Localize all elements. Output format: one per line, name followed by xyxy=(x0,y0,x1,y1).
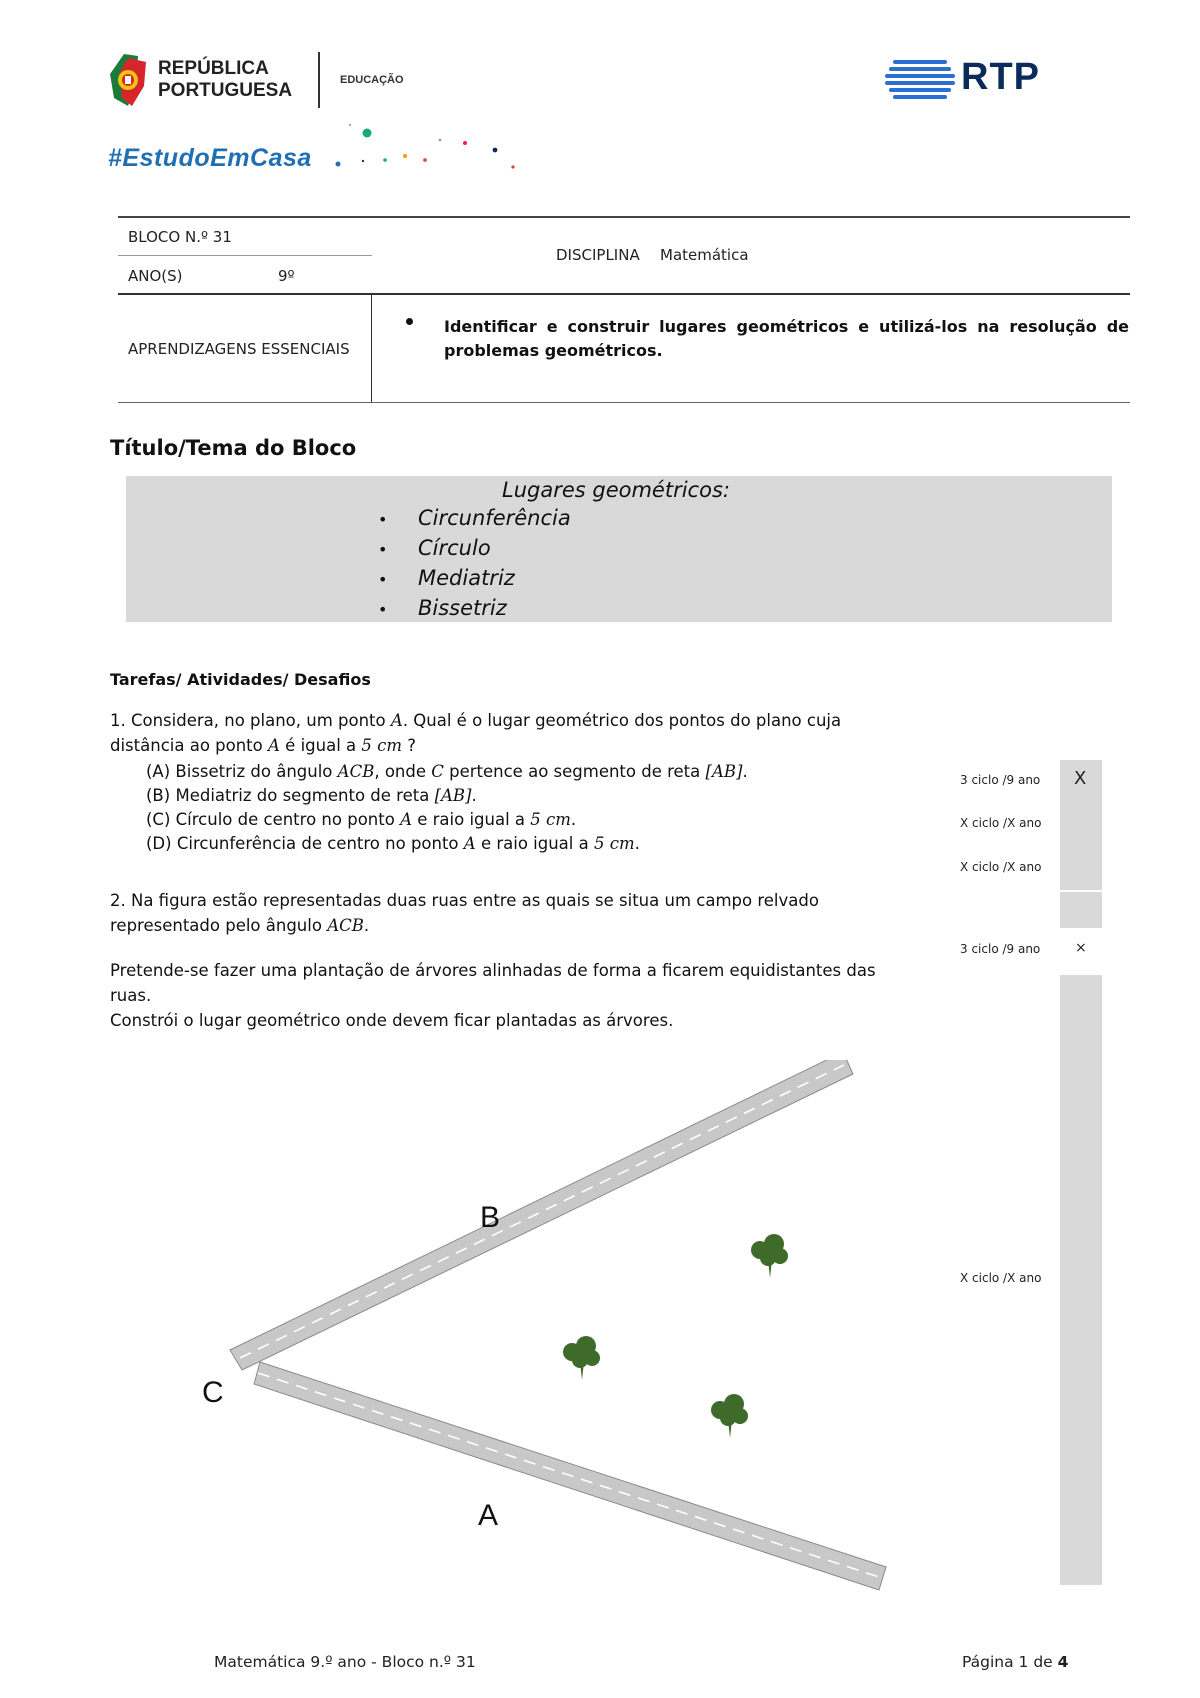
educacao-label: EDUCAÇÃO xyxy=(340,74,404,86)
disciplina-value: Matemática xyxy=(660,246,749,264)
road-ca xyxy=(254,1362,886,1590)
option-c[interactable]: (C) Círculo de centro no ponto A e raio igual a 5 cm. xyxy=(146,810,577,829)
option-a[interactable]: (A) Bissetriz do ângulo ACB, onde C pertence ao segmento de reta [AB]. xyxy=(146,762,748,781)
tree-icon xyxy=(751,1234,788,1278)
title-heading: Título/Tema do Bloco xyxy=(110,436,357,460)
aprendizagens-text: Identificar e construir lugares geométricos e utilizá-los na resolução de problemas geométricos. xyxy=(444,317,1129,360)
table-top-line xyxy=(118,216,1130,218)
list-item: Mediatriz xyxy=(418,566,515,590)
tasks-heading: Tarefas/ Atividades/ Desafios xyxy=(110,670,371,689)
rtp-logo xyxy=(885,58,1065,102)
republica-emblem-icon xyxy=(108,50,152,110)
answer-mark-2[interactable]: × xyxy=(1075,940,1087,956)
question-1-line2: distância ao ponto A é igual a 5 cm ? xyxy=(110,736,417,755)
bloco-label: BLOCO N.º 31 xyxy=(128,228,232,246)
footer-page-total: 4 xyxy=(1057,1653,1069,1671)
question-2-para-line3: Constrói o lugar geométrico onde devem ficar plantadas as árvores. xyxy=(110,1011,674,1030)
label-b: B xyxy=(480,1201,501,1234)
list-item: • xyxy=(378,570,388,589)
question-2-line2: representado pelo ângulo ACB. xyxy=(110,916,370,935)
roads-figure xyxy=(190,1060,910,1610)
footer-right: Página 1 de 4 xyxy=(962,1653,1069,1671)
question-2-para-line1: Pretende-se fazer uma plantação de árvores alinhadas de forma a ficarem equidistantes das xyxy=(110,961,876,980)
aprendizagens-label: APRENDIZAGENS ESSENCIAIS xyxy=(128,340,350,358)
republica-logo xyxy=(108,50,408,110)
theme-box-heading: Lugares geométricos: xyxy=(502,478,730,502)
label-c: C xyxy=(202,1376,224,1409)
disciplina-label: DISCIPLINA xyxy=(556,246,640,264)
republica-line1: REPÚBLICA xyxy=(158,58,269,79)
question-1-line1: 1. Considera, no plano, um ponto A. Qual é o lugar geométrico dos pontos do plano cuja xyxy=(110,711,842,730)
republica-line2: PORTUGUESA xyxy=(158,80,293,101)
question-2 xyxy=(110,888,950,938)
side-label-1: 3 ciclo /9 ano xyxy=(960,773,1041,787)
question-2-para-line2: ruas. xyxy=(110,986,152,1005)
side-label-4: 3 ciclo /9 ano xyxy=(960,942,1041,956)
footer-left: Matemática 9.º ano - Bloco n.º 31 xyxy=(214,1653,476,1671)
list-item: • xyxy=(378,510,388,529)
rtp-stripes-icon xyxy=(885,60,955,100)
list-item: Circunferência xyxy=(418,506,571,530)
option-d[interactable]: (D) Circunferência de centro no ponto A e raio igual a 5 cm. xyxy=(146,834,640,853)
label-a: A xyxy=(478,1499,499,1532)
road-cb xyxy=(230,1060,853,1370)
table-bottom-line xyxy=(118,402,1130,403)
question-2-line1: 2. Na figura estão representadas duas ruas entre as quais se situa um campo relvado xyxy=(110,891,819,910)
anos-label: ANO(S) xyxy=(128,267,183,285)
header-divider xyxy=(318,52,320,108)
list-item: Bissetriz xyxy=(418,596,507,620)
table-inner-line xyxy=(118,255,372,256)
question-2-paragraph xyxy=(110,958,960,1033)
list-item: • xyxy=(378,540,388,559)
question-1-options xyxy=(146,760,926,856)
option-b[interactable]: (B) Mediatriz do segmento de reta [AB]. xyxy=(146,786,477,805)
question-1 xyxy=(110,708,940,758)
tree-icon xyxy=(563,1336,600,1380)
list-item: Círculo xyxy=(418,536,491,560)
confetti-dots-icon xyxy=(325,120,525,170)
table-vertical-line xyxy=(371,293,372,403)
aprendizagens-bullet xyxy=(406,318,413,325)
answer-mark-1[interactable]: X xyxy=(1074,768,1087,789)
estudo-em-casa-logo: #EstudoEmCasa xyxy=(108,144,312,172)
side-column-mid xyxy=(1060,892,1102,928)
side-label-2: X ciclo /X ano xyxy=(960,816,1042,830)
side-column-bottom xyxy=(1060,975,1102,1585)
rtp-text: RTP xyxy=(961,56,1040,98)
side-label-5: X ciclo /X ano xyxy=(960,1271,1042,1285)
side-label-3: X ciclo /X ano xyxy=(960,860,1042,874)
table-mid-line xyxy=(118,293,1130,295)
tree-icon xyxy=(711,1394,748,1438)
list-item: • xyxy=(378,600,388,619)
anos-value: 9º xyxy=(278,267,295,285)
